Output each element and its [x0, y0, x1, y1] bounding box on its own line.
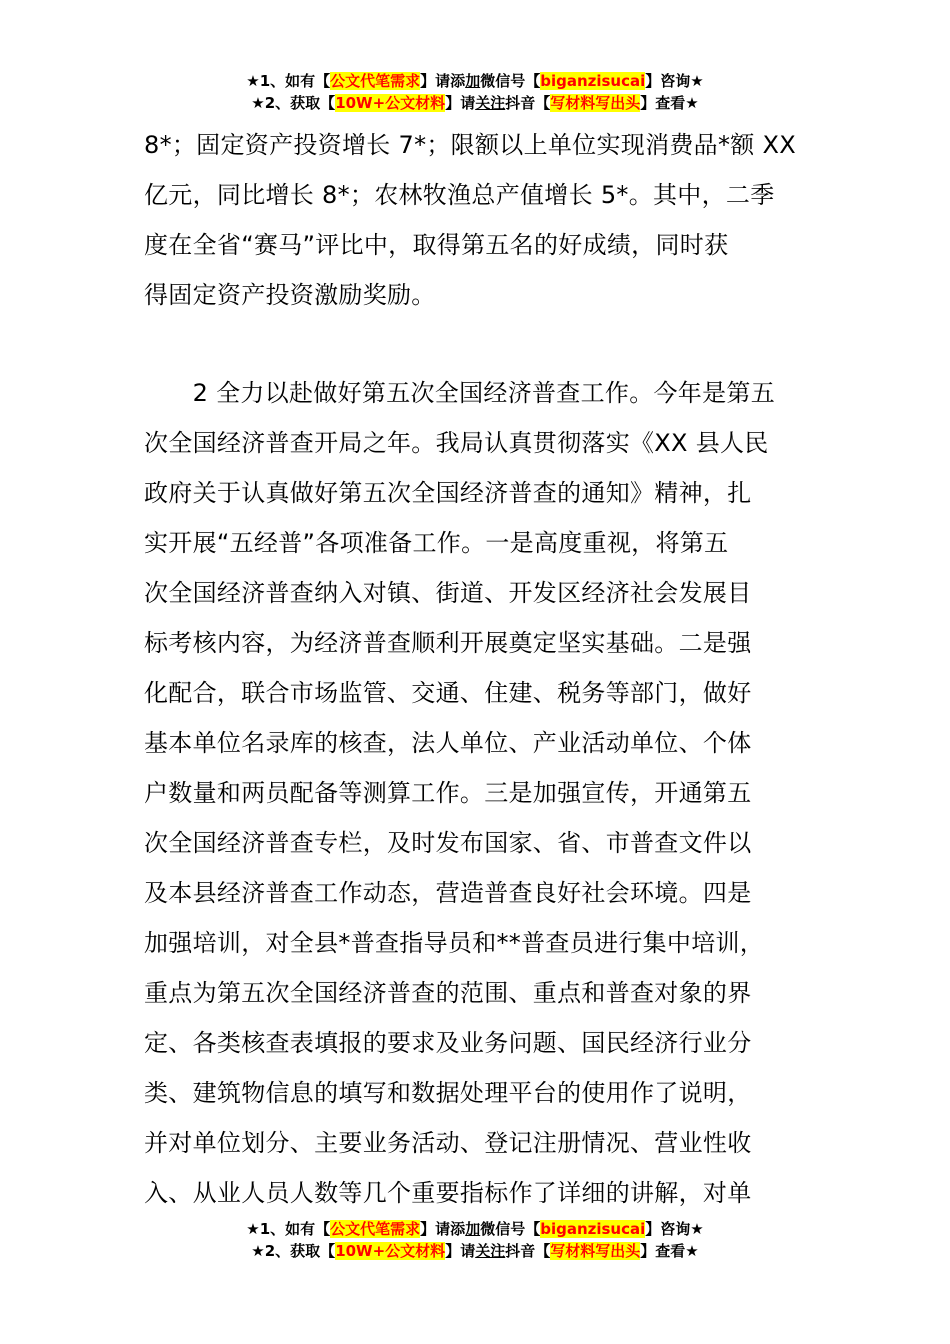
banner-text: ★2、获取【 — [251, 1242, 336, 1260]
text-line: 次全国经济普查开局之年。我局认真贯彻落实《XX 县人民 — [144, 429, 769, 457]
text-line: 次全国经济普查专栏，及时发布国家、省、市普查文件以 — [144, 829, 752, 857]
highlight-materials: 10W+公文材料 — [335, 1242, 446, 1260]
banner-text: 】请 — [445, 1242, 476, 1260]
banner-text: 】请添 — [420, 1220, 466, 1238]
highlight-materials: 10W+公文材料 — [335, 94, 446, 112]
text-line: 度在全省“赛马”评比中，取得第五名的好成绩，同时获 — [144, 231, 729, 259]
text-line: 户数量和两员配备等测算工作。三是加强宣传，开通第五 — [144, 779, 752, 807]
highlight-service: 公文代笔需求 — [330, 72, 421, 90]
text-line: 类、建筑物信息的填写和数据处理平台的使用作了说明， — [144, 1079, 752, 1107]
text-line: 定、各类核查表填报的要求及业务问题、国民经济行业分 — [144, 1029, 752, 1057]
banner-line-2 — [0, 92, 950, 114]
banner-underlined-text: 关注 — [475, 94, 506, 112]
text-line: 入、从业人员人数等几个重要指标作了详细的讲解，对单 — [144, 1179, 752, 1207]
banner-text: 】查看★ — [640, 1242, 699, 1260]
banner-text: 】请 — [445, 94, 476, 112]
banner-underlined-text: 加 — [465, 1220, 481, 1238]
footer-banner — [0, 1218, 950, 1262]
banner-text: 】咨询★ — [645, 1220, 704, 1238]
text-line: 化配合，联合市场监管、交通、住建、税务等部门，做好 — [144, 679, 752, 707]
text-line: 并对单位划分、主要业务活动、登记注册情况、营业性收 — [144, 1129, 752, 1157]
text-line: 实开展“五经普”各项准备工作。一是高度重视，将第五 — [144, 529, 729, 557]
banner-line-2 — [0, 1240, 950, 1262]
banner-text: 微信号【 — [480, 1220, 541, 1238]
banner-text: ★2、获取【 — [251, 94, 336, 112]
text-line: 加强培训，对全县*普查指导员和**普查员进行集中培训， — [144, 929, 765, 957]
text-line: 次全国经济普查纳入对镇、街道、开发区经济社会发展目 — [144, 579, 752, 607]
banner-text: ★1、如有【 — [246, 72, 331, 90]
text-line: 标考核内容，为经济普查顺利开展奠定坚实基础。二是强 — [144, 629, 752, 657]
highlight-wechat-id: biganzisucai — [540, 1220, 646, 1238]
text-line: 8*；固定资产投资增长 7*；限额以上单位实现消费品*额 XX — [144, 131, 796, 159]
text-line: 基本单位名录库的核查，法人单位、产业活动单位、个体 — [144, 729, 752, 757]
highlight-service: 公文代笔需求 — [330, 1220, 421, 1238]
paragraph-2 — [144, 368, 808, 1218]
text-line: 重点为第五次全国经济普查的范围、重点和普查对象的界 — [144, 979, 752, 1007]
banner-text: 抖音【 — [505, 1242, 551, 1260]
text-line: 得固定资产投资激励奖励。 — [144, 281, 436, 309]
banner-text: ★1、如有【 — [246, 1220, 331, 1238]
banner-text: 抖音【 — [505, 94, 551, 112]
text-line: 及本县经济普查工作动态，营造普查良好社会环境。四是 — [144, 879, 752, 907]
highlight-douyin-account: 写材料写出头 — [550, 94, 641, 112]
highlight-wechat-id: biganzisucai — [540, 72, 646, 90]
paragraph-1 — [144, 120, 808, 320]
banner-text: 微信号【 — [480, 72, 541, 90]
text-line: 亿元，同比增长 8*；农林牧渔总产值增长 5*。其中，二季 — [144, 181, 775, 209]
banner-underlined-text: 关注 — [475, 1242, 506, 1260]
banner-text: 】查看★ — [640, 94, 699, 112]
text-line: 2 全力以赴做好第五次全国经济普查工作。今年是第五 — [144, 379, 775, 407]
banner-text: 】请添 — [420, 72, 466, 90]
text-line: 政府关于认真做好第五次全国经济普查的通知》精神，扎 — [144, 479, 752, 507]
banner-line-1 — [0, 1218, 950, 1240]
highlight-douyin-account: 写材料写出头 — [550, 1242, 641, 1260]
banner-text: 】咨询★ — [645, 72, 704, 90]
banner-line-1 — [0, 70, 950, 92]
header-banner — [0, 70, 950, 114]
banner-underlined-text: 加 — [465, 72, 481, 90]
